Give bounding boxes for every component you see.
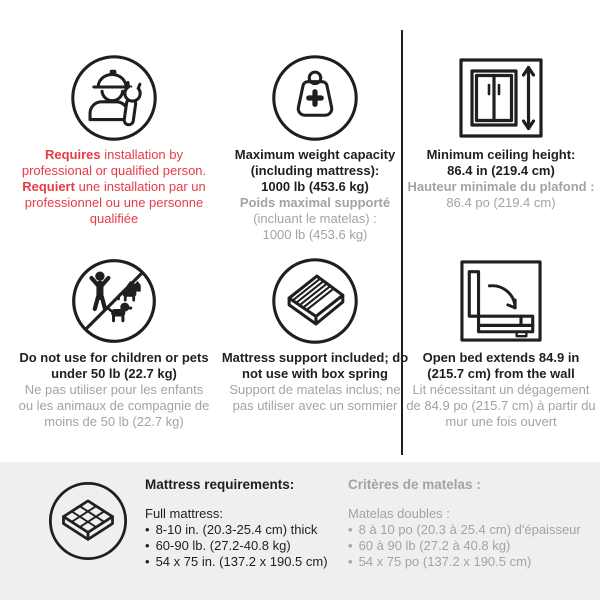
bullet-item-en: • 54 x 75 in. (137.2 x 190.5 cm) bbox=[145, 554, 328, 570]
mattress-icon bbox=[46, 479, 130, 563]
section-ceiling-height bbox=[402, 0, 600, 242]
bullet-item-fr: • 8 à 10 po (20.3 à 25.4 cm) d'épaisseur bbox=[348, 522, 581, 538]
en-lines bbox=[222, 350, 408, 382]
en-line-rest: installation by bbox=[100, 147, 184, 162]
en-line bbox=[22, 147, 206, 163]
mattress-type-fr: Matelas doubles : bbox=[348, 506, 450, 521]
weight-icon bbox=[269, 52, 361, 144]
installer-icon bbox=[68, 52, 160, 144]
section-installation bbox=[0, 0, 228, 242]
mattress-bullets-en bbox=[145, 522, 328, 570]
en-line: professional or qualified person. bbox=[21, 163, 207, 178]
fr-line: qualifiée bbox=[89, 211, 139, 226]
bullet-item-en: • 8-10 in. (20.3-25.4 cm) thick bbox=[145, 522, 328, 538]
fr-line: Lit nécessitant un dégagement bbox=[412, 382, 590, 397]
mattress-req-title-en: Mattress requirements: bbox=[145, 477, 295, 492]
fr-line: professionnel ou une personne bbox=[24, 195, 204, 210]
section-max-weight-text bbox=[235, 147, 395, 243]
fr-line-rest: une installation par un bbox=[74, 179, 206, 194]
fr-lines bbox=[19, 382, 210, 430]
en-line: 86.4 in (219.4 cm) bbox=[447, 163, 555, 178]
fr-line: pas utiliser avec un sommier bbox=[232, 398, 398, 413]
bullet-item-en: • 60-90 lb. (27.2-40.8 kg) bbox=[145, 538, 328, 554]
ceiling-height-icon bbox=[459, 52, 543, 144]
section-no-children-pets-text bbox=[19, 350, 210, 430]
fr-line: mur une fois ouvert bbox=[445, 414, 557, 429]
en-line: not use with box spring bbox=[242, 366, 388, 381]
fr-line: ou les animaux de compagnie de bbox=[18, 398, 210, 413]
section-installation-text bbox=[22, 147, 206, 227]
en-lines bbox=[407, 147, 594, 179]
mattress-req-title-fr: Critères de matelas : bbox=[348, 477, 481, 492]
mattress-req-en bbox=[145, 477, 328, 570]
section-max-weight bbox=[228, 0, 402, 242]
en-lines bbox=[235, 147, 395, 195]
bullet-item-fr: • 54 x 75 po (137.2 x 190.5 cm) bbox=[348, 554, 581, 570]
fr-lines bbox=[235, 195, 395, 243]
fr-lines bbox=[222, 382, 408, 414]
mattress-support-icon bbox=[269, 255, 361, 347]
fr-line bbox=[22, 179, 206, 195]
section-open-bed bbox=[402, 242, 600, 462]
open-bed-icon bbox=[460, 255, 542, 347]
en-line: (including mattress): bbox=[250, 163, 380, 178]
fr-lines bbox=[407, 179, 594, 211]
en-line: 1000 lb (453.6 kg) bbox=[261, 179, 369, 194]
fr-line: de 84.9 po (215.7 cm) à partir du bbox=[406, 398, 596, 413]
fr-line: (incluant le matelas) : bbox=[253, 211, 377, 226]
fr-line: moins de 50 lb (22.7 kg) bbox=[44, 414, 184, 429]
fr-line: Support de matelas inclus; ne bbox=[229, 382, 401, 397]
fr-line: Ne pas utiliser pour les enfants bbox=[24, 382, 204, 397]
mattress-requirements-band bbox=[0, 462, 600, 600]
en-line: under 50 lb (22.7 kg) bbox=[51, 366, 177, 381]
en-lines bbox=[19, 350, 210, 382]
fr-line-bold: Poids maximal supporté bbox=[239, 195, 391, 210]
fr-line: 1000 lb (453.6 kg) bbox=[262, 227, 368, 242]
section-no-children-pets bbox=[0, 242, 228, 462]
en-lines bbox=[406, 350, 595, 382]
en-line: Maximum weight capacity bbox=[234, 147, 396, 162]
fr-lines bbox=[22, 195, 206, 227]
en-line: Do not use for children or pets bbox=[19, 350, 209, 365]
en-line: Minimum ceiling height: bbox=[426, 147, 576, 162]
mattress-type-en: Full mattress: bbox=[145, 506, 224, 521]
en-line: Mattress support included; do bbox=[221, 350, 409, 365]
fr-line-bold: Hauteur minimale du plafond : bbox=[407, 179, 595, 194]
section-ceiling-height-text bbox=[407, 147, 594, 211]
mattress-req-fr bbox=[348, 477, 581, 570]
fr-line-bold: Requiert bbox=[22, 179, 75, 194]
en-line: (215.7 cm) from the wall bbox=[427, 366, 575, 381]
mattress-bullets-fr bbox=[348, 522, 581, 570]
en-line: Open bed extends 84.9 in bbox=[422, 350, 580, 365]
section-open-bed-text bbox=[406, 350, 595, 430]
section-mattress-support bbox=[221, 242, 409, 462]
en-line-bold: Requires bbox=[44, 147, 101, 162]
no-children-pets-icon bbox=[69, 255, 159, 347]
fr-line: 86.4 po (219.4 cm) bbox=[446, 195, 556, 210]
section-mattress-support-text bbox=[222, 350, 408, 414]
fr-lines bbox=[406, 382, 595, 430]
bullet-item-fr: • 60 à 90 lb (27.2 à 40.8 kg) bbox=[348, 538, 581, 554]
